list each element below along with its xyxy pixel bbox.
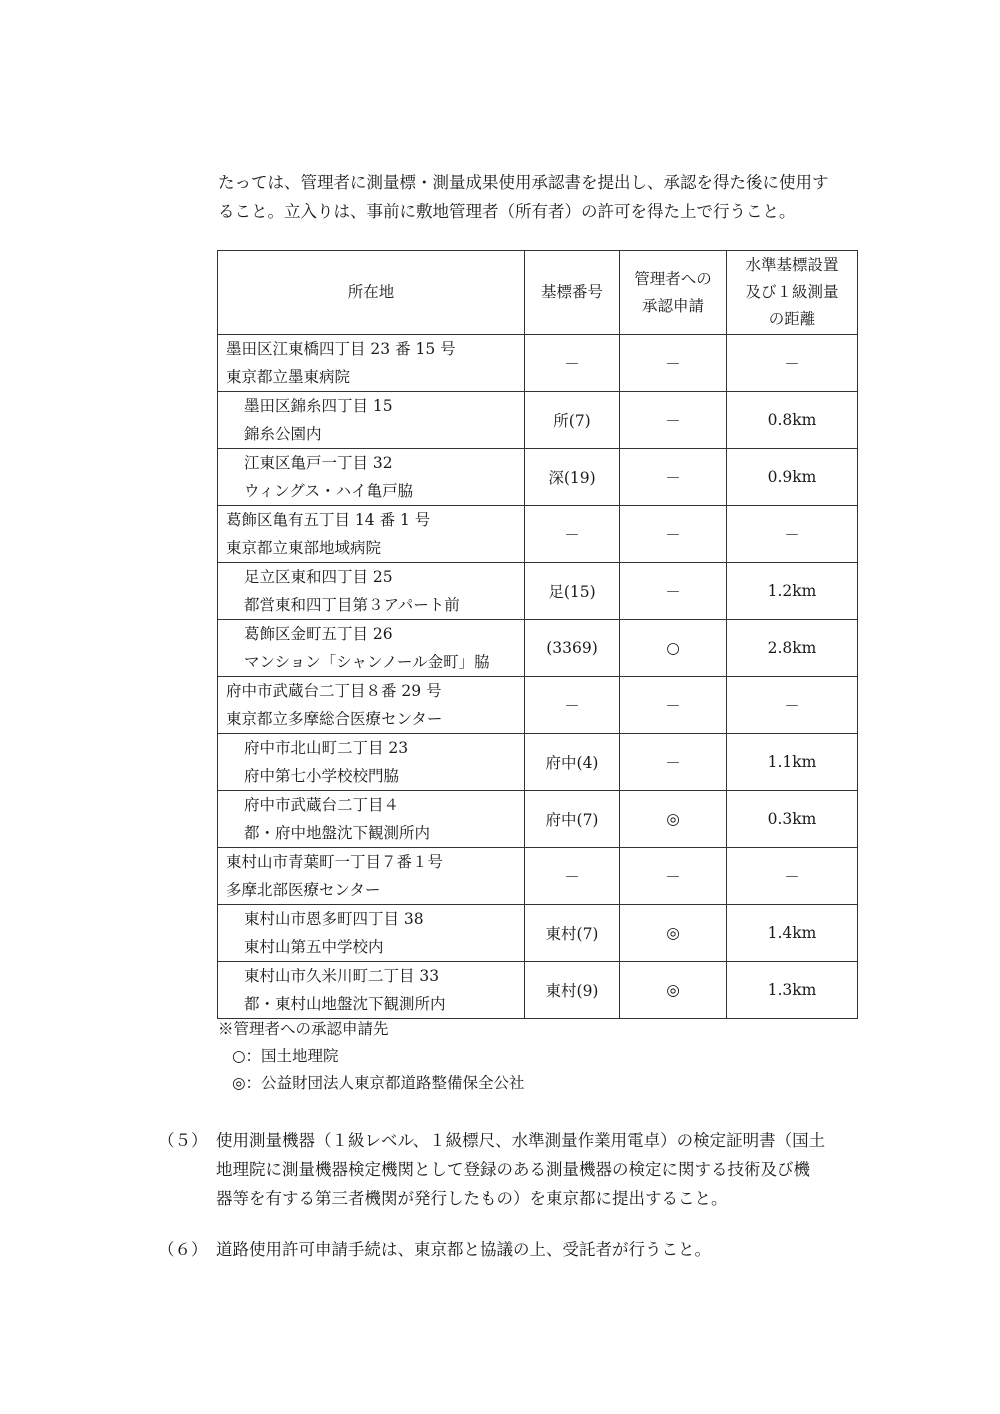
distance-cell: － <box>727 335 858 392</box>
approval-cell: ◎ <box>620 962 727 1019</box>
item-6-number: （６） <box>158 1240 208 1259</box>
location-cell: 葛飾区金町五丁目 26 マンション「シャンノール金町」脇 <box>218 620 525 677</box>
marker-cell: － <box>525 335 620 392</box>
approval-cell: － <box>620 506 727 563</box>
distance-cell: 1.4km <box>727 905 858 962</box>
marker-cell: (3369) <box>525 620 620 677</box>
marker-cell: 府中(7) <box>525 791 620 848</box>
marker-cell: － <box>525 506 620 563</box>
approval-cell: － <box>620 392 727 449</box>
header-marker-number: 基標番号 <box>525 251 620 335</box>
marker-cell: 東村(7) <box>525 905 620 962</box>
table-row <box>218 449 858 506</box>
marker-cell: 深(19) <box>525 449 620 506</box>
location-cell: 江東区亀戸一丁目 32 ウィングス・ハイ亀戸脇 <box>218 449 525 506</box>
item-5-text: 使用測量機器（１級レベル、１級標尺、水準測量作業用電卓）の検定証明書（国土 地理院に測量機器検定機関として登録のある測量機器の検定に関する技術及び機 器等を有する第三者機関が発行したもの）を東京都に提出すること。 <box>216 1131 826 1208</box>
location-cell: 足立区東和四丁目 25 都営東和四丁目第３アパート前 <box>218 563 525 620</box>
table-row <box>218 734 858 791</box>
location-cell: 墨田区錦糸四丁目 15 錦糸公園内 <box>218 392 525 449</box>
marker-cell: 足(15) <box>525 563 620 620</box>
intro-paragraph <box>218 168 868 226</box>
table-row <box>218 905 858 962</box>
distance-cell: 1.2km <box>727 563 858 620</box>
header-location: 所在地 <box>218 251 525 335</box>
notes-title: ※管理者への承認申請先 <box>218 1020 389 1038</box>
marker-cell: － <box>525 677 620 734</box>
approval-cell: － <box>620 677 727 734</box>
distance-cell: － <box>727 848 858 905</box>
location-cell: 東村山市久米川町二丁目 33 都・東村山地盤沈下観測所内 <box>218 962 525 1019</box>
intro-line-2: ること。立入りは、事前に敷地管理者（所有者）の許可を得た上で行うこと。 <box>218 202 796 221</box>
item-6 <box>158 1235 711 1264</box>
distance-cell: 1.3km <box>727 962 858 1019</box>
distance-cell: 0.3km <box>727 791 858 848</box>
location-cell: 東村山市青葉町一丁目７番１号 多摩北部医療センター <box>218 848 525 905</box>
table-row <box>218 506 858 563</box>
header-approval: 管理者への 承認申請 <box>620 251 727 335</box>
benchmark-table <box>217 250 858 1019</box>
location-cell: 葛飾区亀有五丁目 14 番 1 号 東京都立東部地域病院 <box>218 506 525 563</box>
table-row <box>218 620 858 677</box>
distance-cell: 1.1km <box>727 734 858 791</box>
approval-notes <box>218 1016 525 1097</box>
location-cell: 府中市北山町二丁目 23 府中第七小学校校門脇 <box>218 734 525 791</box>
distance-cell: 2.8km <box>727 620 858 677</box>
approval-cell: － <box>620 335 727 392</box>
intro-line-1: たっては、管理者に測量標・測量成果使用承認書を提出し、承認を得た後に使用す <box>218 173 829 192</box>
distance-cell: 0.9km <box>727 449 858 506</box>
table-row <box>218 335 858 392</box>
approval-cell: ◎ <box>620 791 727 848</box>
location-cell: 府中市武蔵台二丁目８番 29 号 東京都立多摩総合医療センター <box>218 677 525 734</box>
item-5-number: （５） <box>158 1131 208 1150</box>
table-row <box>218 392 858 449</box>
note-double-circle: ◎：公益財団法人東京都道路整備保全公社 <box>232 1074 525 1092</box>
approval-cell: － <box>620 734 727 791</box>
table-row <box>218 962 858 1019</box>
distance-cell: － <box>727 677 858 734</box>
location-cell: 墨田区江東橋四丁目 23 番 15 号 東京都立墨東病院 <box>218 335 525 392</box>
approval-cell: ○ <box>620 620 727 677</box>
table-row <box>218 791 858 848</box>
marker-cell: － <box>525 848 620 905</box>
item-5 <box>158 1126 825 1213</box>
header-distance: 水準基標設置 及び１級測量 の距離 <box>727 251 858 335</box>
approval-cell: － <box>620 449 727 506</box>
marker-cell: 府中(4) <box>525 734 620 791</box>
table-header-row <box>218 251 858 335</box>
location-cell: 東村山市恩多町四丁目 38 東村山第五中学校内 <box>218 905 525 962</box>
approval-cell: － <box>620 563 727 620</box>
marker-cell: 東村(9) <box>525 962 620 1019</box>
approval-cell: － <box>620 848 727 905</box>
approval-cell: ◎ <box>620 905 727 962</box>
table-row <box>218 848 858 905</box>
distance-cell: － <box>727 506 858 563</box>
note-circle: ○：国土地理院 <box>232 1047 339 1065</box>
item-6-text: 道路使用許可申請手続は、東京都と協議の上、受託者が行うこと。 <box>216 1240 711 1259</box>
marker-cell: 所(7) <box>525 392 620 449</box>
distance-cell: 0.8km <box>727 392 858 449</box>
table-row <box>218 563 858 620</box>
location-cell: 府中市武蔵台二丁目４ 都・府中地盤沈下観測所内 <box>218 791 525 848</box>
table-row <box>218 677 858 734</box>
